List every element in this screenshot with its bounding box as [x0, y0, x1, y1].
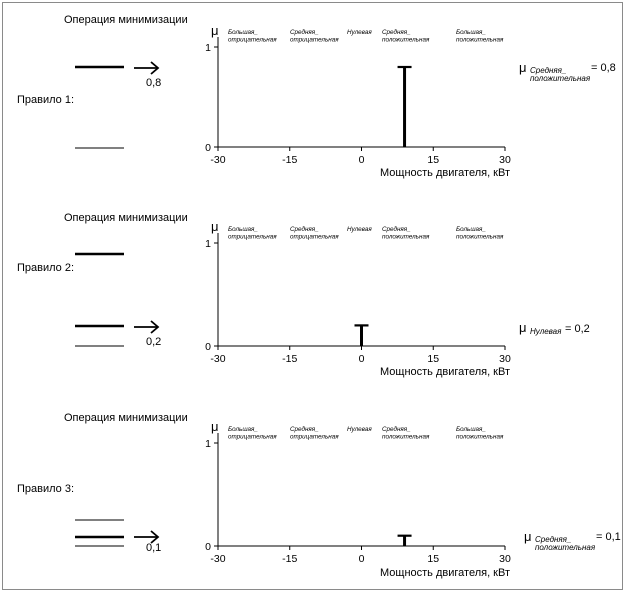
x-tick-label: -15 — [282, 154, 298, 166]
category-label-line: положительная — [456, 233, 504, 241]
x-tick-label: 30 — [499, 154, 511, 166]
x-tick-label: -15 — [282, 353, 298, 365]
mu-subscript-line1: Средняя_ — [530, 66, 567, 75]
category-label — [290, 28, 339, 44]
mu-value: = 0,2 — [565, 323, 590, 335]
mu-subscript-line1: Нулевая — [530, 327, 562, 336]
x-tick-label: -15 — [282, 553, 298, 565]
x-tick-label: 0 — [358, 353, 365, 365]
arrow-value: 0,1 — [146, 542, 162, 554]
x-tick-label: 30 — [499, 553, 511, 565]
category-label-line: Средняя_ — [382, 29, 411, 36]
category-label-line: Большая_ — [456, 226, 486, 233]
x-axis-label: Мощность двигателя, кВт — [380, 167, 511, 179]
x-tick-label: -30 — [210, 353, 226, 365]
mu-value: = 0,1 — [596, 531, 621, 543]
category-label-line: Большая_ — [456, 426, 486, 433]
category-label — [347, 29, 372, 36]
category-label — [382, 28, 430, 44]
category-label-line: положительная — [456, 433, 504, 441]
membership-annotation — [524, 529, 621, 552]
category-label-line: Средняя_ — [290, 226, 319, 233]
x-axis-label: Мощность двигателя, кВт — [380, 567, 511, 579]
arrow-value: 0,2 — [146, 336, 162, 348]
mu-symbol: μ — [519, 60, 527, 75]
x-tick-label: -30 — [210, 154, 226, 166]
category-label-line: Большая_ — [228, 226, 258, 233]
category-label-line: отрицательная — [290, 36, 339, 44]
rule-panel-3 — [17, 412, 621, 579]
category-label — [382, 225, 430, 241]
x-tick-label: 0 — [358, 553, 365, 565]
category-label-line: Большая_ — [228, 29, 258, 36]
consequent-chart — [205, 23, 511, 179]
category-label-line: отрицательная — [290, 433, 339, 441]
x-tick-label: 30 — [499, 353, 511, 365]
arrow-value: 0,8 — [146, 77, 162, 89]
category-label-line: отрицательная — [228, 233, 277, 241]
operation-title: Операция минимизации — [64, 412, 188, 424]
x-tick-label: 15 — [427, 353, 440, 365]
category-label — [290, 225, 339, 241]
category-label — [228, 29, 277, 44]
y-axis-label: μ — [211, 419, 219, 434]
mu-subscript-line1: Средняя_ — [535, 535, 572, 544]
category-label — [456, 29, 504, 44]
operation-title: Операция минимизации — [64, 14, 188, 26]
y-axis-label: μ — [211, 23, 219, 38]
x-tick-label: 0 — [358, 154, 365, 166]
category-label-line: Средняя_ — [382, 426, 411, 433]
arrow-right-icon — [134, 62, 158, 74]
consequent-chart — [205, 219, 511, 378]
x-axis-label: Мощность двигателя, кВт — [380, 366, 511, 378]
mu-value: = 0,8 — [591, 62, 616, 74]
category-label — [290, 425, 339, 441]
category-label-line: положительная — [382, 36, 430, 44]
x-tick-label: 15 — [427, 154, 440, 166]
consequent-chart — [205, 419, 511, 579]
rule-label: Правило 1: — [17, 94, 75, 106]
arrow-right-icon — [134, 321, 158, 333]
rule-panel-1 — [17, 14, 616, 179]
category-label — [456, 426, 504, 441]
category-label-line: отрицательная — [290, 233, 339, 241]
category-label-line: Нулевая — [347, 29, 372, 36]
category-label-line: Нулевая — [347, 226, 372, 233]
x-tick-label: -30 — [210, 553, 226, 565]
category-label-line: отрицательная — [228, 36, 277, 44]
membership-annotation — [519, 320, 590, 336]
rule-label: Правило 3: — [17, 483, 75, 495]
category-label-line: Нулевая — [347, 426, 372, 433]
category-label-line: Большая_ — [228, 426, 258, 433]
category-label-line: отрицательная — [228, 433, 277, 441]
y-tick-label: 0 — [205, 142, 211, 154]
x-tick-label: 15 — [427, 553, 440, 565]
category-label — [347, 226, 372, 233]
y-axis-label: μ — [211, 219, 219, 234]
mu-symbol: μ — [519, 320, 527, 335]
category-label — [347, 426, 372, 433]
y-tick-label: 0 — [205, 541, 211, 553]
category-label-line: положительная — [382, 433, 430, 441]
category-label — [228, 426, 277, 441]
membership-annotation — [519, 60, 616, 83]
operation-title: Операция минимизации — [64, 212, 188, 224]
y-tick-label: 1 — [205, 238, 211, 250]
y-tick-label: 1 — [205, 42, 211, 54]
category-label — [456, 226, 504, 241]
category-label-line: Средняя_ — [290, 29, 319, 36]
category-label — [228, 226, 277, 241]
rule-label: Правило 2: — [17, 262, 75, 274]
category-label-line: Средняя_ — [290, 426, 319, 433]
mu-symbol: μ — [524, 529, 532, 544]
mu-subscript-line2: положительная — [535, 543, 596, 552]
rule-panel-2 — [17, 212, 590, 378]
category-label-line: Большая_ — [456, 29, 486, 36]
y-tick-label: 1 — [205, 438, 211, 450]
category-label-line: положительная — [456, 36, 504, 44]
category-label-line: Средняя_ — [382, 226, 411, 233]
mu-subscript-line2: положительная — [530, 74, 591, 83]
category-label — [382, 425, 430, 441]
category-label-line: положительная — [382, 233, 430, 241]
y-tick-label: 0 — [205, 341, 211, 353]
